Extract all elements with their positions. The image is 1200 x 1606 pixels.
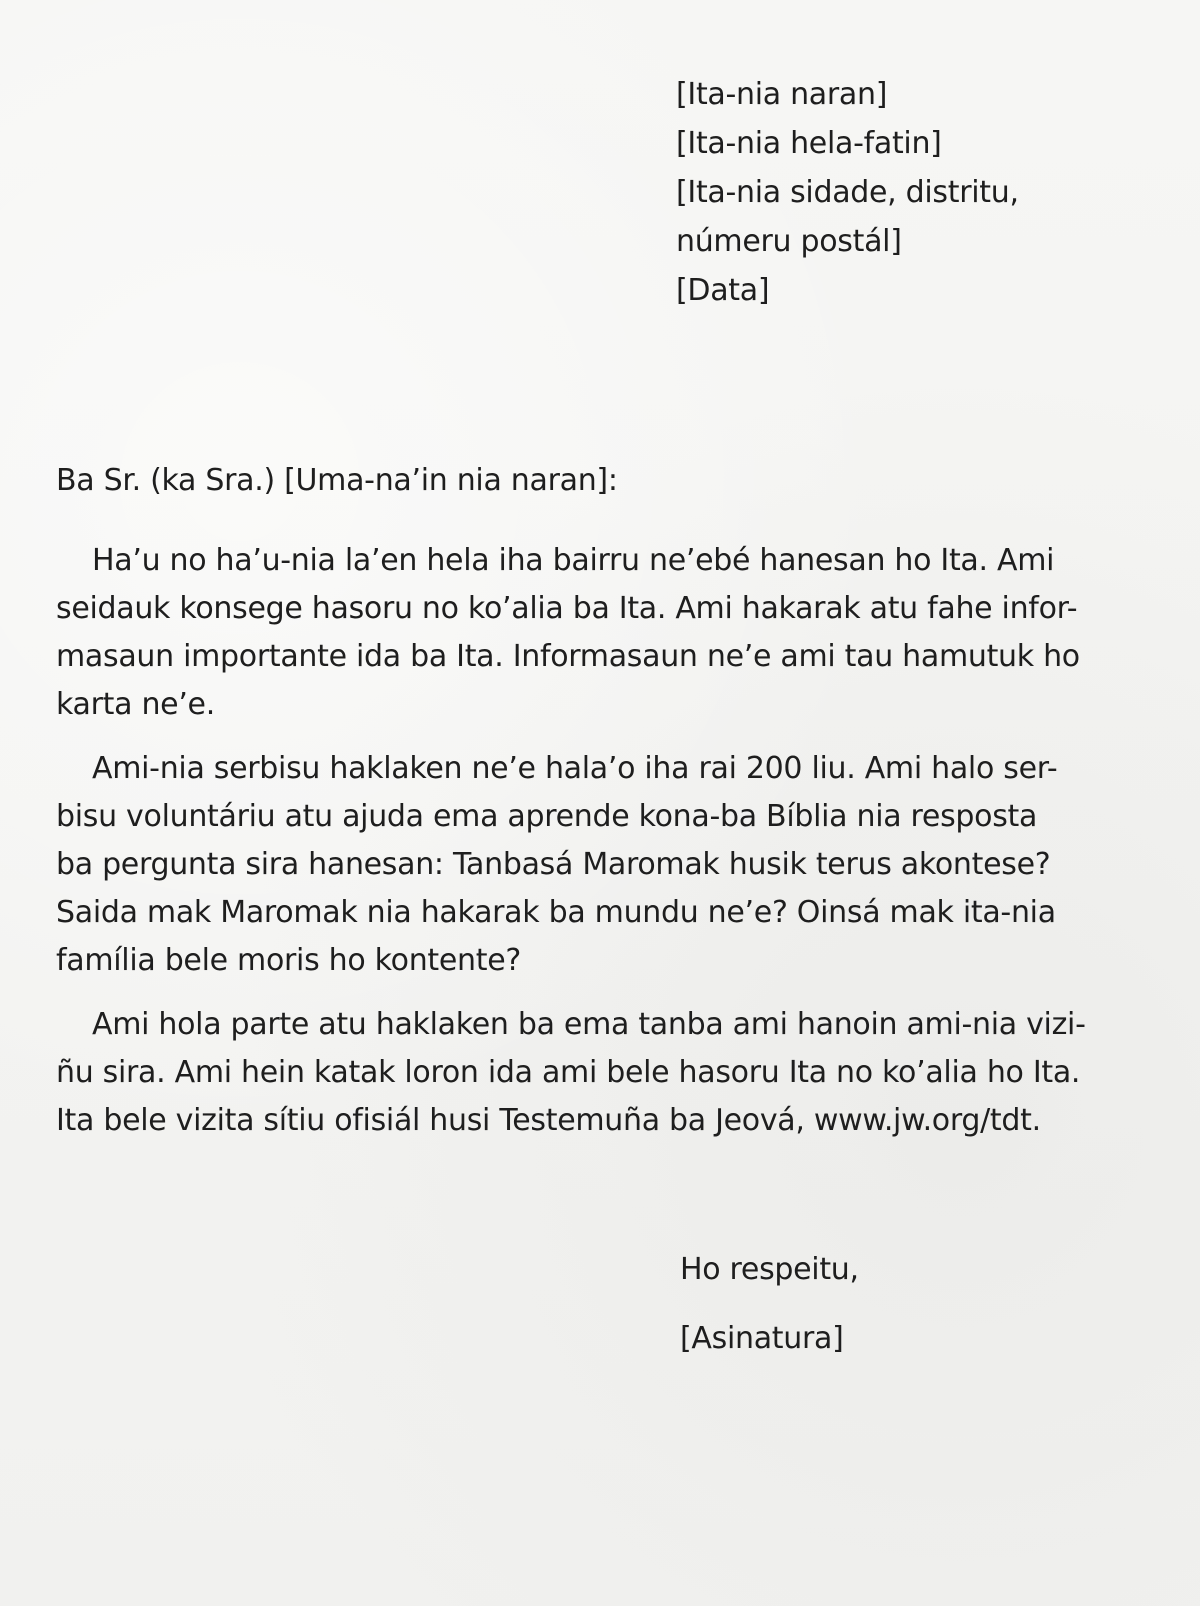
- paragraph-3: [56, 1001, 1146, 1145]
- letter-body: [56, 537, 1146, 1145]
- paragraph-line: karta ne’e.: [56, 687, 215, 722]
- paragraph-line: ba pergunta sira hanesan: Tanbasá Maromak husik terus akontese?: [56, 847, 1051, 882]
- sender-address: [Ita-nia hela-fatin]: [676, 126, 942, 161]
- paragraph-2: [56, 745, 1146, 985]
- sender-city-line-2: númeru postál]: [676, 224, 902, 259]
- letter-date: [Data]: [676, 273, 770, 308]
- paragraph-line: Ha’u no ha’u-nia la’en hela iha bairru ne’ebé hanesan ho Ita. Ami: [92, 543, 1055, 578]
- paragraph-line: Ami-nia serbisu haklaken ne’e hala’o iha rai 200 liu. Ami halo ser-: [92, 751, 1058, 786]
- paragraph-1: [56, 537, 1146, 729]
- paragraph-line: bisu voluntáriu atu ajuda ema aprende kona-ba Bíblia nia resposta: [56, 799, 1038, 834]
- salutation: Ba Sr. (ka Sra.) [Uma-na’in nia naran]:: [56, 463, 618, 498]
- signature-placeholder: [Asinatura]: [680, 1321, 844, 1356]
- paragraph-line: seidauk konsege hasoru no ko’alia ba Ita. Ami hakarak atu fahe infor-: [56, 591, 1078, 626]
- paragraph-line: Ita bele vizita sítiu ofisiál husi Testemuña ba Jeová, www.jw.org/tdt.: [56, 1103, 1041, 1138]
- paragraph-line: Ami hola parte atu haklaken ba ema tanba ami hanoin ami-nia vizi-: [92, 1007, 1086, 1042]
- paragraph-line: ñu sira. Ami hein katak loron ida ami bele hasoru Ita no ko’alia ho Ita.: [56, 1055, 1081, 1090]
- sender-name: [Ita-nia naran]: [676, 77, 888, 112]
- sender-block: [676, 70, 1136, 315]
- paragraph-line: Saida mak Maromak nia hakarak ba mundu ne’e? Oinsá mak ita-nia: [56, 895, 1056, 930]
- paragraph-line: masaun importante ida ba Ita. Informasaun ne’e ami tau hamutuk ho: [56, 639, 1080, 674]
- sender-city-line-1: [Ita-nia sidade, distritu,: [676, 175, 1019, 210]
- paragraph-line: família bele moris ho kontente?: [56, 943, 521, 978]
- closing: Ho respeitu,: [680, 1252, 859, 1287]
